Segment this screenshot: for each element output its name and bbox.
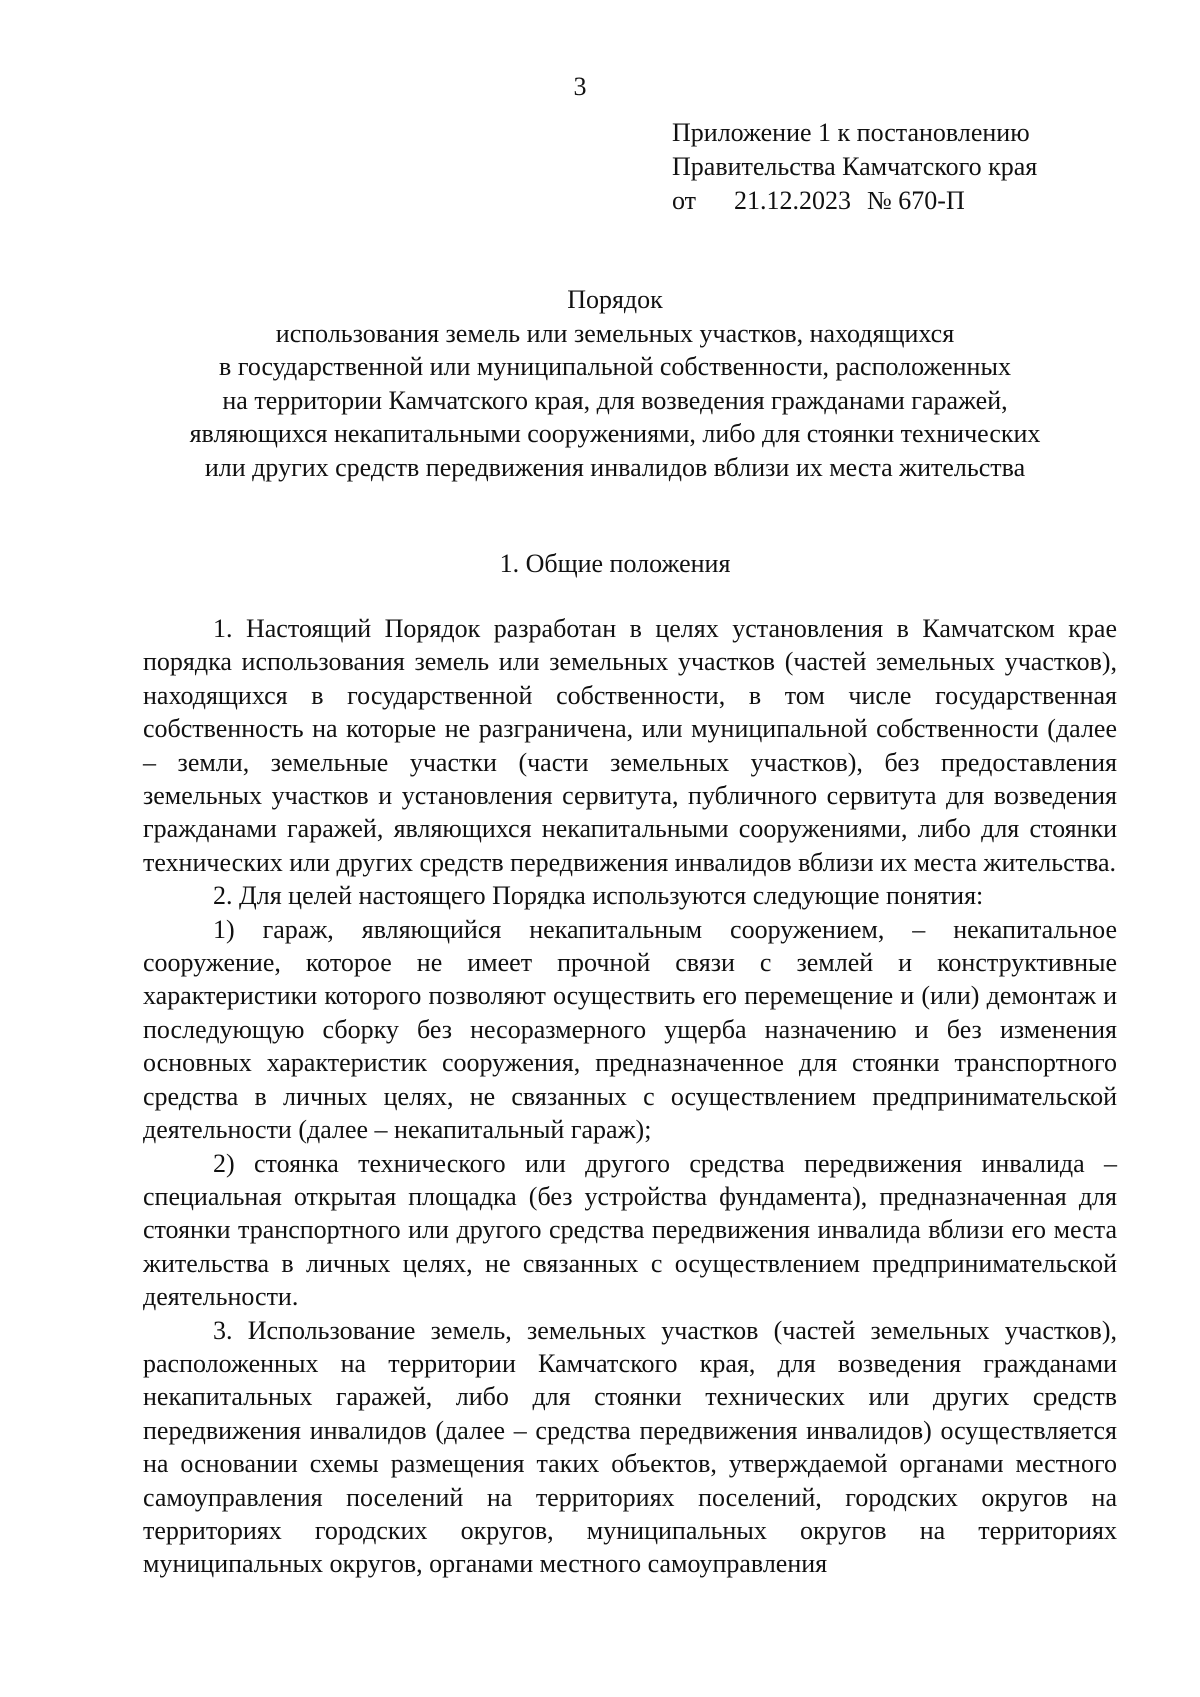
appendix-number: № 670-П [867, 186, 965, 215]
appendix-block [672, 116, 1037, 218]
appendix-ot: от [672, 186, 697, 215]
section-heading: 1. Общие положения [499, 549, 731, 578]
appendix-line-2: Правительства Камчатского края [672, 152, 1038, 181]
title-line: или других средств передвижения инвалидов вблизи их места жительства [204, 452, 1026, 482]
title-line: являющихся некапитальными сооружениями, либо для стоянки технических [189, 419, 1041, 448]
paragraph: 2) стоянка технического или другого средства передвижения инвалида – специальная открытая площадка (без устройства фундамента), предназначенная для стоянки транспортного или другого средства передвижения инвалида вблизи его места жительства в личных целях, не связанных с осуществлением предпринимательской деятельности. [143, 1148, 1117, 1312]
paragraph: 2. Для целей настоящего Порядка используются следующие понятия: [213, 881, 984, 911]
title-line: в государственной или муниципальной собственности, расположенных [219, 352, 1011, 381]
appendix-line-1: Приложение 1 к постановлению [672, 118, 1030, 147]
appendix-date: 21.12.2023 [734, 186, 851, 215]
paragraph: 1) гараж, являющийся некапитальным сооружением, – некапитальное сооружение, которое не имеет прочной связи с землей и конструктивные характеристики которого позволяют осуществить его перемещение и (или) демонтаж и последующую сборку без несоразмерного ущерба назначению и без изменения основных характеристик сооружения, предназначенное для стоянки транспортного средства в личных целях, не связанных с осуществлением предпринимательской деятельности (далее – некапитальный гараж); [143, 914, 1117, 1145]
title-line: использования земель или земельных участков, находящихся [275, 318, 955, 348]
paragraph: 1. Настоящий Порядок разработан в целях установления в Камчатском крае порядка использования земель или земельных участков (частей земельных участков), находящихся в государственной собственности, в том числе государственная собственность на которые не разграничена, или муниципальной собственности (далее – земли, земельные участки (части земельных участков), без предоставления земельных участков и установления сервитута, публичного сервитута для возведения гражданами гаражей, являющихся некапитальными сооружениями, либо для стоянки технических или других средств передвижения инвалидов вблизи их места жительства. [143, 614, 1117, 877]
body-text [143, 612, 1117, 1581]
page-number: 3 [573, 72, 587, 101]
appendix-date-line [672, 184, 1037, 218]
document-title [130, 283, 1100, 484]
title-line: на территории Камчатского края, для возведения гражданами гаражей, [222, 385, 1008, 415]
paragraph: 3. Использование земель, земельных участков (частей земельных участков), расположенных на территории Камчатского края, для возведения гражданами некапитальных гаражей, либо для стоянки технических или других средств передвижения инвалидов (далее – средства передвижения инвалидов) осуществляется на основании схемы размещения таких объектов, утверждаемой органами местного самоуправления поселений на территориях поселений, городских округов на территориях городских округов, муниципальных округов на территориях муниципальных округов, органами местного самоуправления [143, 1315, 1117, 1579]
title-heading: Порядок [567, 285, 663, 314]
